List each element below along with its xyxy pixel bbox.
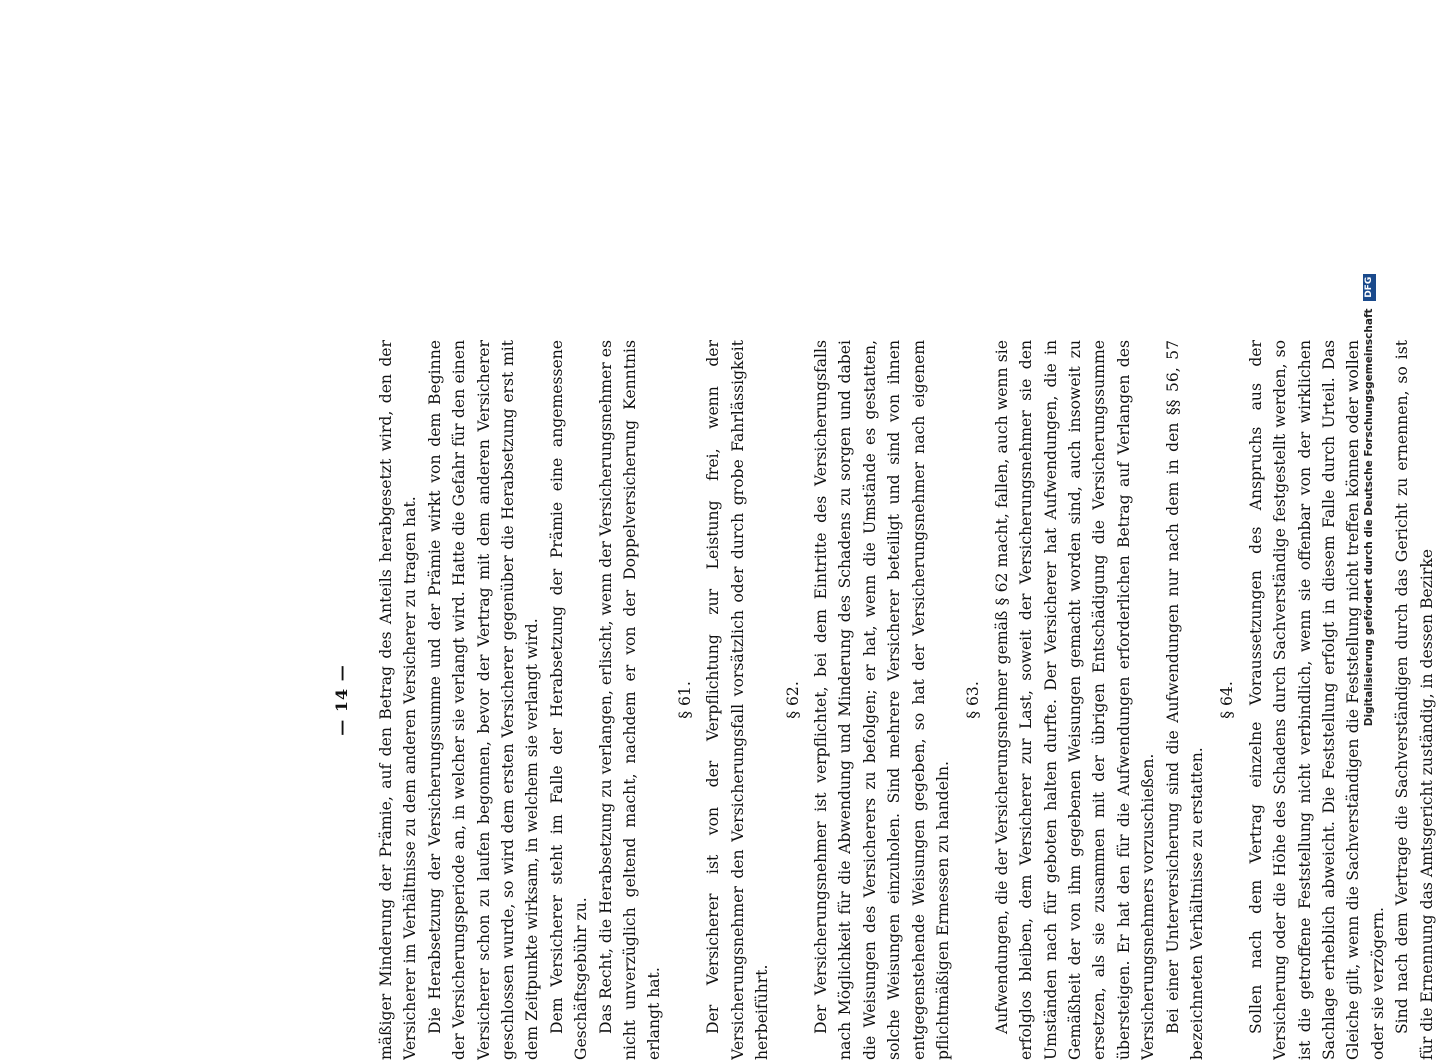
paragraph: Dem Versicherer steht im Falle der Herabsetzung der Prämie eine angemessene Geschäftsgebühr zu. [547,340,590,1060]
digitization-credit [1359,8,1379,992]
rotated-print-page [332,340,1452,1060]
digitization-credit-text: Digitalisierung gefördert durch die Deutsche Forschungsgemeinschaft [1363,308,1375,727]
section-heading: § 61. [675,681,694,719]
paragraph: Aufwendungen, die der Versicherungsnehmer gemäß § 62 macht, fallen, auch wenn sie erfolglos bleiben, dem Versicherer zur Last, soweit der Versicherungsnehmer sie den Umständen nach für geboten halten durfte. Der Versicherer hat Aufwendungen, die in Gemäßheit der von ihm gegebenen Weisungen gemacht worden sind, auch insoweit zu ersetzen, als sie zusammen mit der übrigen Entschädigung die Versicherungssumme übersteigen. Er hat den für die Aufwendungen erforderlichen Betrag auf Verlangen des Versicherungsnehmers vorzuschießen. [992,340,1157,1060]
paragraph: Der Versicherer ist von der Verpflichtung zur Leistung frei, wenn der Versicherungsnehmer den Versicherungsfall vorsätzlich oder durch grobe Fahrlässigkeit herbeiführt. [703,340,771,1060]
page-number: — 14 — [331,664,351,736]
digitization-credit-text-wrap [1359,8,1379,992]
section-heading: § 63. [963,681,982,719]
text-column [374,340,1439,1060]
paragraph: Die Herabsetzung der Versicherungssumme und der Prämie wirkt von dem Beginne der Versicherungsperiode an, in welcher sie verlangt wird. Hatte die Gefahr für den einen Versicherer schon zu laufen begonnen, bevor der Vertrag mit dem anderen Versicherer geschlossen wurde, so wird dem ersten Versicherer gegenüber die Herabsetzung erst mit dem Zeitpunkte wirksam, in welchem sie verlangt wird. [425,340,541,1060]
section-heading: § 64. [1217,681,1236,719]
paragraph: Der Versicherungsnehmer ist verpflichtet, bei dem Eintritte des Versicherungsfalls nach Möglichkeit für die Abwendung und Minderung des Schadens zu sorgen und dabei die Weisungen des Versicherers zu befolgen; er hat, wenn die Umstände es gestatten, solche Weisungen einzuholen. Sind mehrere Versicherer beteiligt und sind von ihnen entgegenstehende Weisungen gegeben, so hat der Versicherungsnehmer nach eigenem pflichtmäßigen Ermessen zu handeln. [811,340,952,1060]
paragraph: Sollen nach dem Vertrag einzelne Voraussetzungen des Anspruchs aus der Versicherung oder die Höhe des Schadens durch Sachverständige festgestellt werden, so ist die getroffene Feststellung nicht verbindlich, wenn sie offenbar von der wirklichen Sachlage erheblich abweicht. Die Feststellung erfolgt in diesem Falle durch Urteil. Das Gleiche gilt, wenn die Sachverständigen die Feststellung nicht treffen können oder wollen oder sie verzögern. [1246,340,1387,1060]
paragraph: mäßiger Minderung der Prämie, auf den Betrag des Anteils herabgesetzt wird, den der Versicherer im Verhältnisse zu dem anderen Versicherer zu tragen hat. [376,340,419,1060]
section-heading: § 62. [783,681,801,719]
dfg-logo: DFG [1363,274,1376,301]
paragraph: Das Recht, die Herabsetzung zu verlangen, erlischt, wenn der Versicherungsnehmer es nicht unverzüglich geltend macht, nachdem er von der Doppelversicherung Kenntnis erlangt hat. [596,340,663,1060]
paragraph: Sind nach dem Vertrage die Sachverständigen durch das Gericht zu ernennen, so ist für die Ernennung das Amtsgericht zuständig, in dessen Bezirke [1392,340,1436,1060]
paragraph: Bei einer Unterversicherung sind die Aufwendungen nur nach dem in den §§ 56, 57 bezeichneten Verhältnisse zu erstatten. [1163,340,1206,1060]
